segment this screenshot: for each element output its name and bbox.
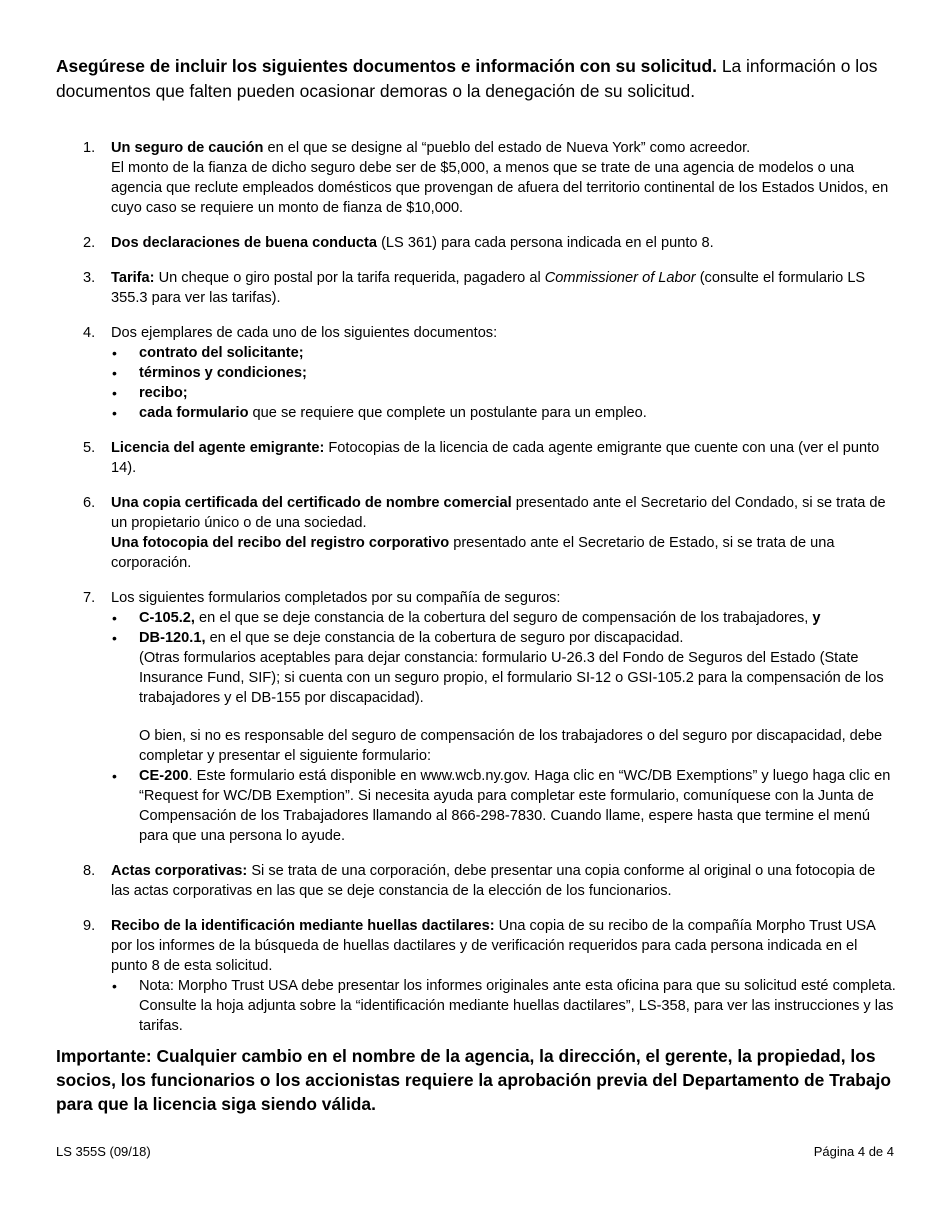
item-8-title: Actas corporativas:	[111, 863, 248, 879]
item-3-text-end: (consulte el formulario LS 355.3 para ver las tarifas).	[111, 270, 866, 306]
page-footer	[56, 1144, 894, 1159]
bullet-item	[83, 343, 896, 363]
item-6-title: Una copia certificada del certificado de nombre comercial	[111, 495, 512, 511]
item-2-text: (LS 361) para cada persona indicada en el punto 8.	[377, 235, 714, 251]
item-9-bullets	[83, 976, 896, 1036]
bullet-icon: •	[112, 630, 117, 646]
list-item-7	[56, 588, 896, 846]
item-8-text: Si se trata de una corporación, debe presentar una copia conforme al original o una fotocopia de las actas corporativas en las que se deje constancia de la elección de los funcionarios.	[111, 863, 876, 899]
bullet-text: que se requiere que complete un postulante para un empleo.	[248, 405, 647, 421]
item-1-text: en el que se designe al “pueblo del estado de Nueva York” como acreedor.	[263, 140, 751, 156]
list-item-1	[56, 138, 896, 218]
item-number: 4.	[83, 325, 96, 341]
form-code: CE-200	[139, 768, 189, 784]
item-number: 8.	[83, 863, 96, 879]
item-number: 6.	[83, 495, 96, 511]
bullet-text: en el que se deje constancia de la cobertura de seguro por discapacidad.	[205, 630, 684, 646]
item-7-bullets-2	[83, 766, 896, 846]
bullet-conjunction: y	[812, 610, 821, 626]
item-5-text: Fotocopias de la licencia de cada agente emigrante que cuente con una (ver el punto 14).	[111, 440, 880, 476]
bullet-item	[83, 383, 896, 403]
item-number: 3.	[83, 270, 96, 286]
bullet-icon: •	[112, 610, 117, 626]
item-3-text: Un cheque o giro postal por la tarifa requerida, pagadero al	[154, 270, 545, 286]
intro-paragraph	[56, 54, 896, 104]
item-3-payee: Commissioner of Labor	[544, 270, 696, 286]
list-item-6	[56, 493, 896, 573]
item-3-title: Tarifa:	[111, 270, 155, 286]
item-2-title: Dos declaraciones de buena conducta	[111, 235, 378, 251]
form-code: DB-120.1,	[139, 630, 206, 646]
item-5-title: Licencia del agente emigrante:	[111, 440, 325, 456]
list-item-4	[56, 323, 896, 423]
page-number: Página 4 de 4	[813, 1144, 894, 1159]
item-7-bullets	[83, 608, 896, 708]
item-1-detail: El monto de la fianza de dicho seguro debe ser de $5,000, a menos que se trate de una agencia de modelos o una agencia que reclute empleados domésticos que provengan de afuera del territorio continental de los Estados Unidos, en cuyo caso se requiere un monto de fianza de $10,000.	[111, 160, 889, 216]
bullet-item	[83, 608, 896, 628]
item-number: 7.	[83, 590, 96, 606]
bullet-item	[83, 363, 896, 383]
bullet-text: contrato del solicitante;	[139, 345, 304, 361]
bullet-icon: •	[112, 405, 117, 421]
bullet-icon: •	[112, 768, 117, 784]
bullet-item	[83, 766, 896, 846]
bullet-text-bold: cada formulario	[139, 405, 249, 421]
document-page	[56, 54, 896, 1116]
bullet-note: Nota: Morpho Trust USA debe presentar los informes originales ante esta oficina para que su solicitud esté completa. Consulte la hoja adjunta sobre la “identificación mediante huellas dactilares”, LS-358, para ver las instrucciones y las tarifas.	[139, 978, 896, 1034]
item-6-text: presentado ante el Secretario del Condado, si se trata de un propietario único o de una sociedad.	[111, 495, 886, 531]
item-7-text: Los siguientes formularios completados por su compañía de seguros:	[111, 590, 561, 606]
list-item-3	[56, 268, 896, 308]
item-6-text-2: presentado ante el Secretario de Estado, si se trata de una corporación.	[111, 535, 835, 571]
item-9-title: Recibo de la identificación mediante huellas dactilares:	[111, 918, 495, 934]
item-4-bullets	[83, 343, 896, 423]
form-code: C-105.2,	[139, 610, 195, 626]
bullet-icon: •	[112, 385, 117, 401]
list-item-5	[56, 438, 896, 478]
item-number: 1.	[83, 140, 96, 156]
item-number: 9.	[83, 918, 96, 934]
bullet-text: . Este formulario está disponible en www.wcb.ny.gov. Haga clic en “WC/DB Exemptions” y luego haga clic en “Request for WC/DB Exemption”. Si necesita ayuda para completar este formulario, comuníquese con la Junta de Compensación de los Trabajadores llamando al 866-298-7830. Cuando llame, espere hasta que termine el menú para que una persona lo ayude.	[139, 768, 891, 844]
bullet-item	[83, 976, 896, 1036]
bullet-icon: •	[112, 345, 117, 361]
bullet-text: en el que se deje constancia de la cobertura del seguro de compensación de los trabajadores,	[194, 610, 813, 626]
requirements-list	[56, 138, 896, 1036]
bullet-note: (Otras formularios aceptables para dejar constancia: formulario U-26.3 del Fondo de Seguros del Estado (State Insurance Fund, SIF); si cuenta con un seguro propio, el formulario SI-12 o GSI-105.2 para la compensación de los trabajadores y el DB-155 por discapacidad).	[139, 650, 884, 706]
important-notice: Importante: Cualquier cambio en el nombre de la agencia, la dirección, el gerente, la propiedad, los socios, los funcionarios o los accionistas requiere la aprobación previa del Departamento de Trabajo para que la licencia siga siendo válida.	[56, 1046, 891, 1114]
bullet-text: términos y condiciones;	[139, 365, 307, 381]
list-item-2	[56, 233, 896, 253]
item-6-title-2: Una fotocopia del recibo del registro corporativo	[111, 535, 450, 551]
bullet-item	[83, 628, 896, 708]
item-number: 5.	[83, 440, 96, 456]
item-4-text: Dos ejemplares de cada uno de los siguientes documentos:	[111, 325, 498, 341]
item-number: 2.	[83, 235, 96, 251]
list-item-9	[56, 916, 896, 1036]
bullet-item	[83, 403, 896, 423]
list-item-8	[56, 861, 896, 901]
bullet-icon: •	[112, 365, 117, 381]
bullet-icon: •	[112, 978, 117, 994]
item-1-title: Un seguro de caución	[111, 140, 264, 156]
item-7-alternative: O bien, si no es responsable del seguro de compensación de los trabajadores o del seguro por discapacidad, debe completar y presentar el siguiente formulario:	[139, 728, 883, 764]
intro-text: La información o los documentos que falten pueden ocasionar demoras o la denegación de su solicitud.	[56, 56, 878, 101]
form-id: LS 355S (09/18)	[56, 1144, 151, 1159]
intro-bold: Asegúrese de incluir los siguientes documentos e información con su solicitud.	[56, 56, 717, 76]
bullet-text: recibo;	[139, 385, 188, 401]
item-9-text: Una copia de su recibo de la compañía Morpho Trust USA por los informes de la búsqueda de huellas dactilares y de verificación requeridos para cada persona indicada en el punto 8 de esta solicitud.	[111, 918, 876, 974]
